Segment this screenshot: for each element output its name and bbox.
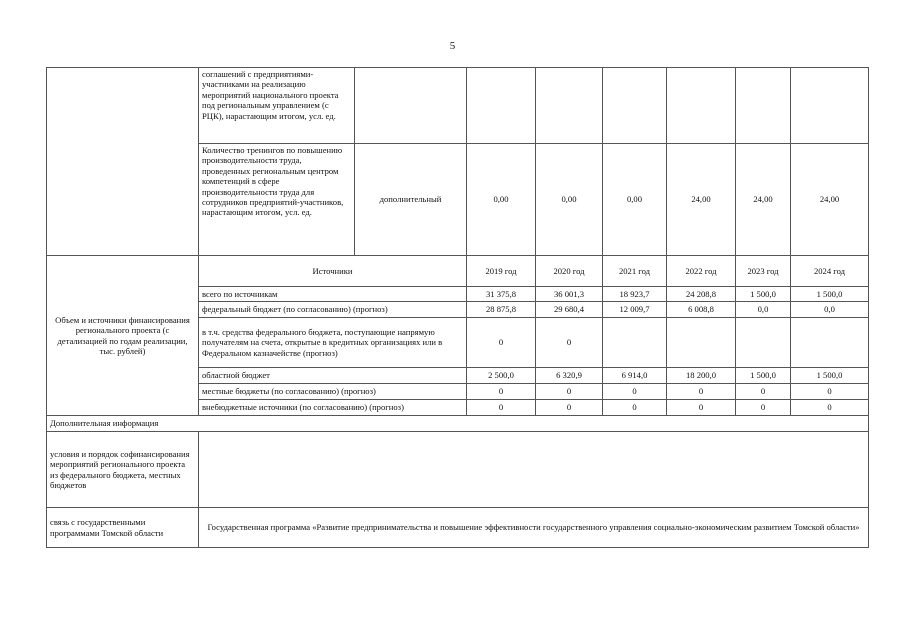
- program-link-row: [47, 508, 869, 548]
- financing-value: 0: [667, 400, 736, 416]
- sources-header: Источники: [199, 256, 467, 287]
- year-header: 2020 год: [536, 256, 603, 287]
- source-name: местные бюджеты (по согласованию) (прогноз): [199, 384, 467, 400]
- source-name: областной бюджет: [199, 368, 467, 384]
- source-name: федеральный бюджет (по согласованию) (прогноз): [199, 302, 467, 318]
- year-header: 2023 год: [736, 256, 791, 287]
- indicator-value: 24,00: [736, 144, 791, 256]
- financing-value: [603, 318, 667, 368]
- financing-value: 0: [467, 384, 536, 400]
- financing-value: 18 923,7: [603, 287, 667, 302]
- financing-value: 6 320,9: [536, 368, 603, 384]
- financing-value: 0: [467, 400, 536, 416]
- financing-value: 1 500,0: [736, 368, 791, 384]
- financing-value: 28 875,8: [467, 302, 536, 318]
- indicator-value: [791, 68, 869, 144]
- financing-value: [667, 318, 736, 368]
- financing-value: 0: [736, 384, 791, 400]
- financing-value: 0: [536, 384, 603, 400]
- cofinancing-value: [199, 432, 869, 508]
- project-table: [46, 67, 869, 548]
- cofinancing-row: [47, 432, 869, 508]
- financing-value: 36 001,3: [536, 287, 603, 302]
- page-number: 5: [449, 40, 456, 52]
- financing-value: 6 914,0: [603, 368, 667, 384]
- year-header: 2019 год: [467, 256, 536, 287]
- financing-value: 0: [536, 400, 603, 416]
- financing-value: 6 008,8: [667, 302, 736, 318]
- financing-value: 0,0: [791, 302, 869, 318]
- indicator-value: 0,00: [467, 144, 536, 256]
- additional-info-title: Дополнительная информация: [47, 416, 869, 432]
- financing-value: 12 009,7: [603, 302, 667, 318]
- financing-value: 18 200,0: [667, 368, 736, 384]
- financing-value: 0: [736, 400, 791, 416]
- indicator-value: [667, 68, 736, 144]
- indicator-value: 24,00: [791, 144, 869, 256]
- indicator-name: соглашений с предприятиями-участниками на реализацию мероприятий национального проекта под региональным управлением (с РЦК), нарастающим итогом, усл. ед.: [199, 68, 355, 144]
- source-name: внебюджетные источники (по согласованию) (прогноз): [199, 400, 467, 416]
- financing-value: 31 375,8: [467, 287, 536, 302]
- indicator-name: Количество тренингов по повышению производительности труда, проведенных региональным центром компетенций в сфере производительности труда для сотрудников предприятий-участников, нарастающим итогом, усл. ед.: [199, 144, 355, 256]
- financing-value: 0: [791, 384, 869, 400]
- indicator-value: 0,00: [536, 144, 603, 256]
- program-link-value: Государственная программа «Развитие предпринимательства и повышение эффективности государственного управления социально-экономическим развитием Томской области»: [199, 508, 869, 548]
- source-name: в т.ч. средства федерального бюджета, поступающие напрямую получателям на счета, открытые в кредитных организациях или в Федеральном казначействе (прогноз): [199, 318, 467, 368]
- additional-info-header-row: [47, 416, 869, 432]
- indicator-type: дополнительный: [355, 144, 467, 256]
- financing-value: [736, 318, 791, 368]
- financing-value: 0: [467, 318, 536, 368]
- year-header: 2022 год: [667, 256, 736, 287]
- indicator-value: [603, 68, 667, 144]
- financing-value: 0: [603, 400, 667, 416]
- cofinancing-label: условия и порядок софинансирования мероприятий регионального проекта из федерального бюджета, местных бюджетов: [47, 432, 199, 508]
- year-header: 2021 год: [603, 256, 667, 287]
- year-header: 2024 год: [791, 256, 869, 287]
- financing-value: 0: [791, 400, 869, 416]
- financing-label: Объем и источники финансирования регионального проекта (с детализацией по годам реализации, тыс. рублей): [47, 256, 199, 416]
- source-name: всего по источникам: [199, 287, 467, 302]
- program-link-label: связь с государственными программами Томской области: [47, 508, 199, 548]
- indicator-value: [736, 68, 791, 144]
- financing-value: 1 500,0: [791, 287, 869, 302]
- indicator-value: 24,00: [667, 144, 736, 256]
- financing-value: 2 500,0: [467, 368, 536, 384]
- indicator-row: [47, 68, 869, 144]
- financing-value: 1 500,0: [736, 287, 791, 302]
- financing-value: 0: [536, 318, 603, 368]
- financing-value: 24 208,8: [667, 287, 736, 302]
- financing-value: 0: [603, 384, 667, 400]
- financing-value: 1 500,0: [791, 368, 869, 384]
- financing-value: 0,0: [736, 302, 791, 318]
- financing-value: 0: [667, 384, 736, 400]
- financing-value: 29 680,4: [536, 302, 603, 318]
- indicator-value: [536, 68, 603, 144]
- financing-value: [791, 318, 869, 368]
- financing-header-row: [47, 256, 869, 287]
- indicator-value: 0,00: [603, 144, 667, 256]
- indicator-value: [467, 68, 536, 144]
- empty-label-cell: [47, 68, 199, 256]
- indicator-type: [355, 68, 467, 144]
